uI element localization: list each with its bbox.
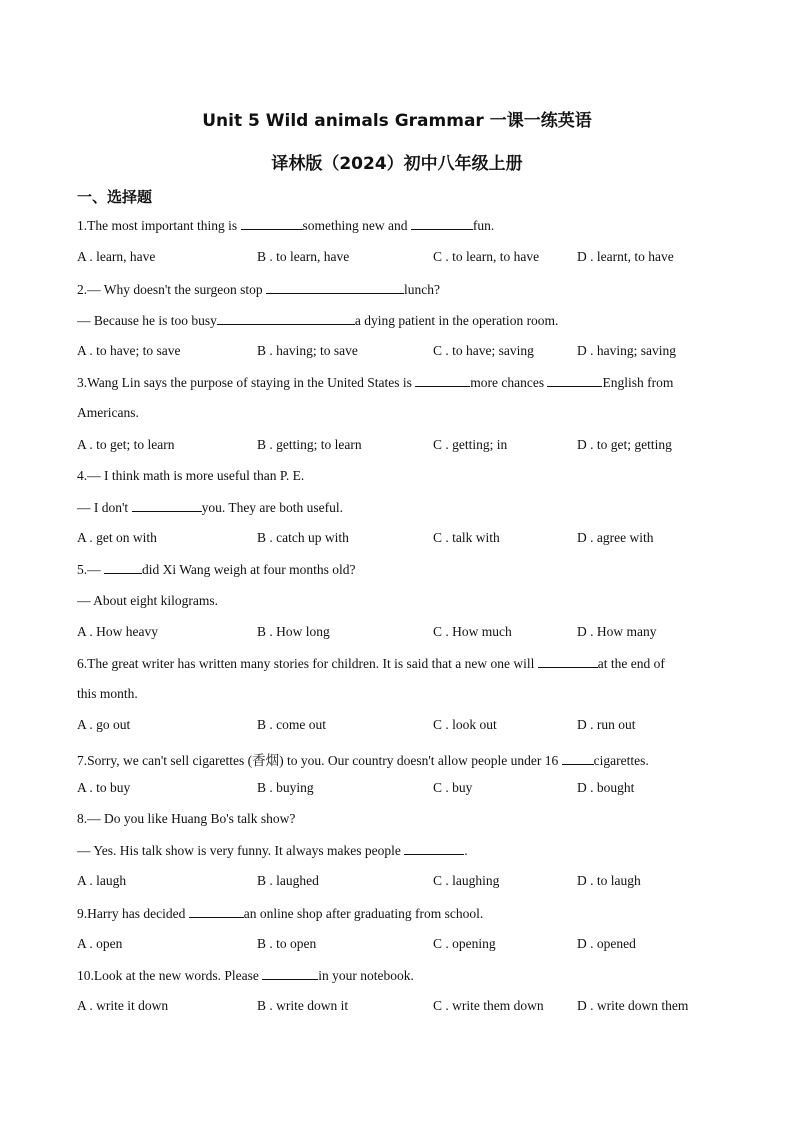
question-7-option-c[interactable]: C . buy [433, 780, 473, 795]
question-text: — Because he is too busy [77, 313, 217, 328]
question-text: 7.Sorry, we can't sell cigarettes (香烟) to you. Our country doesn't allow people under 16 [77, 753, 562, 768]
question-10-line-1 [77, 967, 414, 984]
question-6-line-1 [77, 655, 665, 672]
question-text: 3.Wang Lin says the purpose of staying in the United States is [77, 375, 416, 390]
question-3-option-a[interactable]: A . to get; to learn [77, 437, 175, 452]
question-5-line-1 [77, 561, 356, 578]
question-1-option-c[interactable]: C . to learn, to have [433, 249, 540, 264]
question-text: something new and [302, 218, 411, 233]
question-5-option-a[interactable]: A . How heavy [77, 624, 158, 639]
question-9-option-a[interactable]: A . open [77, 936, 123, 951]
question-2-option-d[interactable]: D . having; saving [577, 343, 676, 358]
question-9-option-d[interactable]: D . opened [577, 936, 636, 951]
question-8-option-d[interactable]: D . to laugh [577, 873, 641, 888]
answer-blank[interactable] [404, 842, 464, 855]
question-8-line-1 [77, 811, 295, 827]
question-text: English from [602, 375, 674, 390]
question-text: in your notebook. [318, 968, 414, 983]
question-text: 8.— Do you like Huang Bo's talk show? [77, 811, 296, 826]
question-3-option-c[interactable]: C . getting; in [433, 437, 508, 452]
question-9-option-c[interactable]: C . opening [433, 936, 496, 951]
question-4-line-2 [77, 499, 343, 516]
question-2-line-2 [77, 312, 558, 329]
answer-blank[interactable] [132, 499, 202, 512]
title-line-2: 译林版（2024）初中八年级上册 [271, 154, 523, 174]
answer-blank[interactable] [104, 561, 142, 574]
question-text: 2.— Why doesn't the surgeon stop [77, 282, 267, 297]
question-text: at the end of [597, 656, 665, 671]
question-4-line-1 [77, 468, 304, 484]
question-text: cigarettes. [593, 753, 649, 768]
question-5-line-2 [77, 593, 218, 609]
question-2-option-c[interactable]: C . to have; saving [433, 343, 534, 358]
question-3-line-2 [77, 405, 139, 421]
question-7-option-b[interactable]: B . buying [257, 780, 314, 795]
answer-blank[interactable] [547, 374, 602, 387]
answer-blank[interactable] [189, 905, 244, 918]
question-1-line-1 [77, 217, 494, 234]
question-4-option-b[interactable]: B . catch up with [257, 530, 349, 545]
answer-blank[interactable] [217, 312, 355, 325]
question-6-line-2 [77, 686, 138, 702]
answer-blank[interactable] [538, 655, 598, 668]
question-6-option-a[interactable]: A . go out [77, 717, 131, 732]
answer-blank[interactable] [241, 217, 303, 230]
answer-blank[interactable] [266, 281, 404, 294]
title-line-1: Unit 5 Wild animals Grammar 一课一练英语 [202, 111, 592, 131]
question-5-option-c[interactable]: C . How much [433, 624, 512, 639]
section-heading: 一、选择题 [77, 188, 153, 206]
question-3-option-b[interactable]: B . getting; to learn [257, 437, 362, 452]
question-8-option-a[interactable]: A . laugh [77, 873, 127, 888]
question-text: did Xi Wang weigh at four months old? [142, 562, 356, 577]
question-4-option-c[interactable]: C . talk with [433, 530, 500, 545]
question-10-option-a[interactable]: A . write it down [77, 998, 169, 1013]
question-6-option-b[interactable]: B . come out [257, 717, 326, 732]
question-text: 10.Look at the new words. Please [77, 968, 263, 983]
question-text: 6.The great writer has written many stories for children. It is said that a new one will [77, 656, 538, 671]
question-7-line-1 [77, 749, 649, 769]
question-text: more chances [470, 375, 548, 390]
answer-blank[interactable] [411, 217, 473, 230]
question-7-option-d[interactable]: D . bought [577, 780, 635, 795]
question-text: this month. [77, 686, 138, 701]
question-text: 4.— I think math is more useful than P. E. [77, 468, 305, 483]
question-text: 5.— [77, 562, 104, 577]
question-6-option-c[interactable]: C . look out [433, 717, 497, 732]
question-3-option-d[interactable]: D . to get; getting [577, 437, 672, 452]
question-text: . [464, 843, 468, 858]
question-7-option-a[interactable]: A . to buy [77, 780, 131, 795]
question-text: you. They are both useful. [201, 500, 344, 515]
question-text: an online shop after graduating from school. [243, 906, 484, 921]
question-10-option-c[interactable]: C . write them down [433, 998, 544, 1013]
question-5-option-b[interactable]: B . How long [257, 624, 330, 639]
question-4-option-a[interactable]: A . get on with [77, 530, 157, 545]
question-text: Americans. [77, 405, 139, 420]
question-8-option-b[interactable]: B . laughed [257, 873, 319, 888]
question-text: a dying patient in the operation room. [354, 313, 559, 328]
question-8-line-2 [77, 842, 468, 859]
question-text: — Yes. His talk show is very funny. It always makes people [77, 843, 405, 858]
question-2-option-b[interactable]: B . having; to save [257, 343, 358, 358]
question-6-option-d[interactable]: D . run out [577, 717, 636, 732]
question-10-option-b[interactable]: B . write down it [257, 998, 349, 1013]
question-text: — I don't [77, 500, 132, 515]
question-1-option-a[interactable]: A . learn, have [77, 249, 156, 264]
question-9-line-1 [77, 905, 483, 922]
question-text: lunch? [404, 282, 441, 297]
question-3-line-1 [77, 374, 673, 391]
question-8-option-c[interactable]: C . laughing [433, 873, 500, 888]
question-9-option-b[interactable]: B . to open [257, 936, 317, 951]
question-4-option-d[interactable]: D . agree with [577, 530, 654, 545]
answer-blank[interactable] [562, 752, 594, 765]
answer-blank[interactable] [262, 967, 318, 980]
question-text: 1.The most important thing is [77, 218, 241, 233]
question-5-option-d[interactable]: D . How many [577, 624, 657, 639]
question-2-option-a[interactable]: A . to have; to save [77, 343, 181, 358]
question-1-option-d[interactable]: D . learnt, to have [577, 249, 674, 264]
question-10-option-d[interactable]: D . write down them [577, 998, 689, 1013]
question-text: 9.Harry has decided [77, 906, 189, 921]
question-2-line-1 [77, 281, 440, 298]
question-text: fun. [472, 218, 495, 233]
question-1-option-b[interactable]: B . to learn, have [257, 249, 350, 264]
question-text: — About eight kilograms. [77, 593, 218, 608]
answer-blank[interactable] [415, 374, 470, 387]
